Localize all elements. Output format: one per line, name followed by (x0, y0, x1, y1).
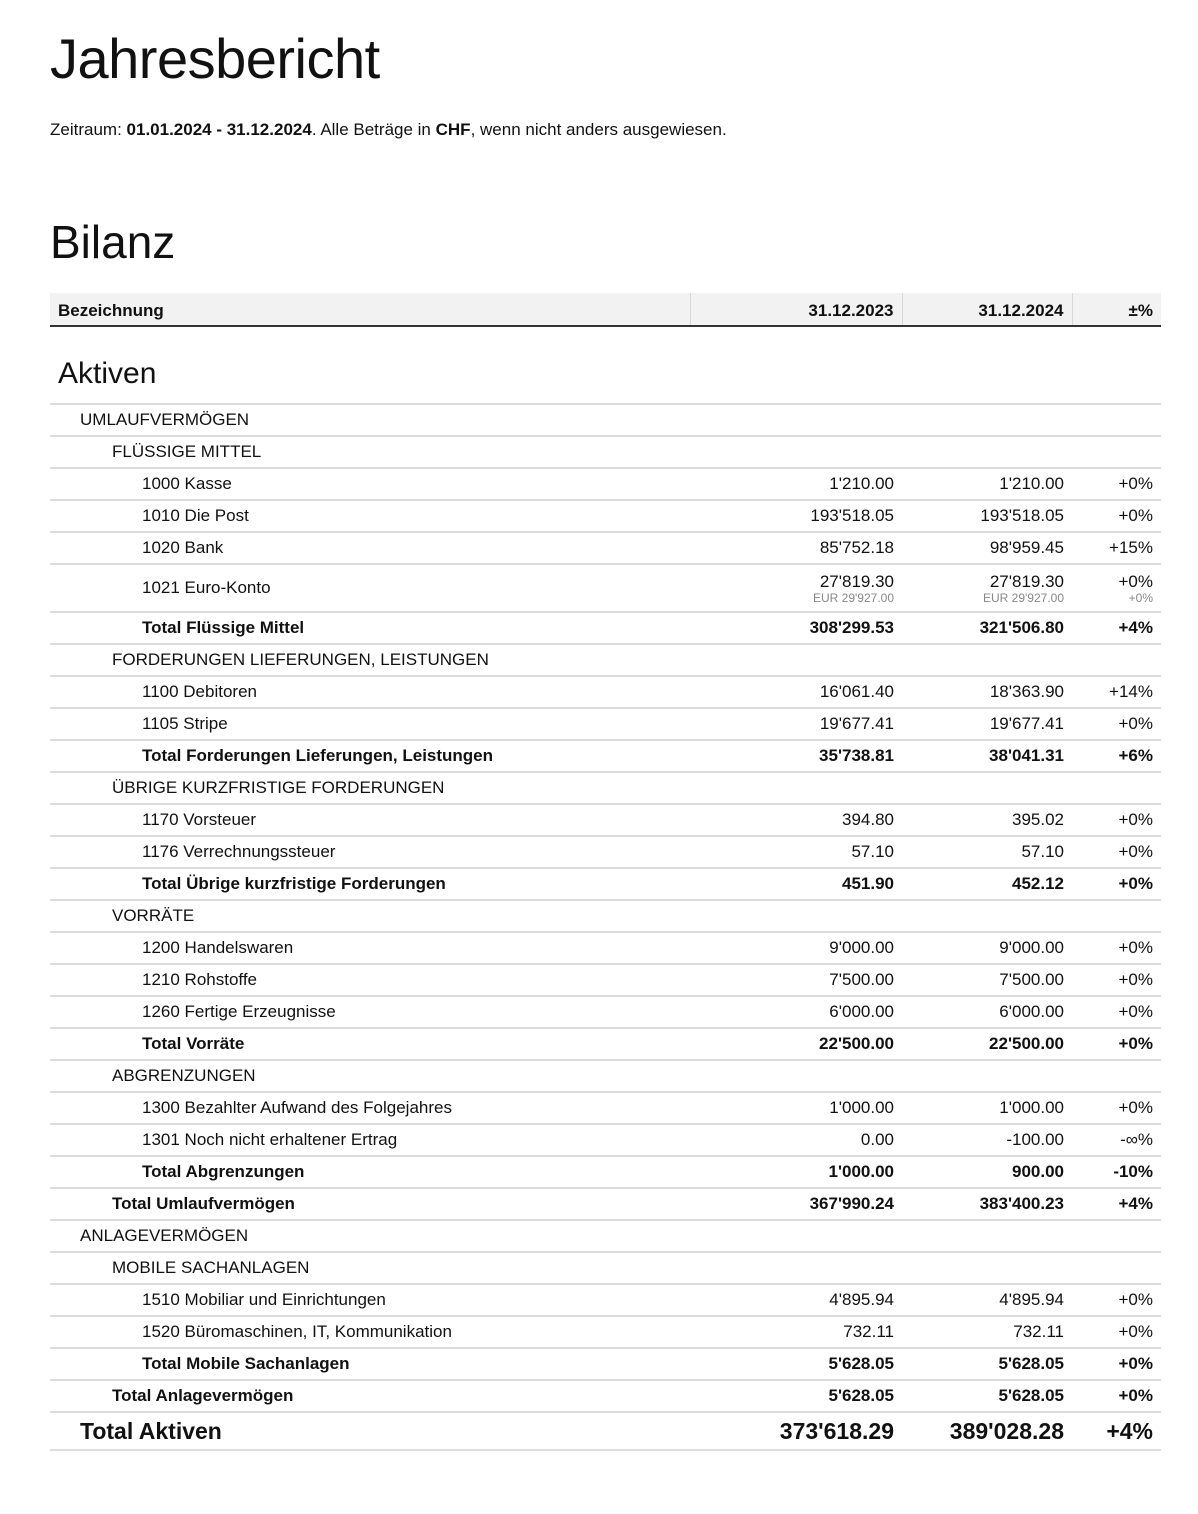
category-row (50, 436, 1161, 468)
change-percent (1072, 404, 1161, 436)
value-2024 (902, 900, 1072, 932)
value-2023: 367'990.24 (690, 1188, 902, 1220)
total-row (50, 740, 1161, 772)
period-value: 01.01.2024 - 31.12.2024 (126, 120, 312, 139)
row-label: 1300 Bezahlter Aufwand des Folgejahres (50, 1092, 690, 1124)
row-label: ABGRENZUNGEN (50, 1060, 690, 1092)
change-percent: +0% (1072, 500, 1161, 532)
row-label: 1200 Handelswaren (50, 932, 690, 964)
value-2024: 383'400.23 (902, 1188, 1072, 1220)
change-percent (1072, 1220, 1161, 1252)
row-label: Total Vorräte (50, 1028, 690, 1060)
value-2024 (902, 564, 1072, 612)
change-percent: +4% (1072, 1188, 1161, 1220)
value-2024 (902, 644, 1072, 676)
total-row (50, 1188, 1161, 1220)
value-2023 (690, 772, 902, 804)
change-percent (1072, 644, 1161, 676)
value-2023: 57.10 (690, 836, 902, 868)
row-label: 1170 Vorsteuer (50, 804, 690, 836)
category-row (50, 644, 1161, 676)
row-label: FLÜSSIGE MITTEL (50, 436, 690, 468)
change-percent: +0% (1072, 1380, 1161, 1412)
value-2023 (690, 900, 902, 932)
account-row (50, 708, 1161, 740)
row-label: ÜBRIGE KURZFRISTIGE FORDERUNGEN (50, 772, 690, 804)
value-2023: 7'500.00 (690, 964, 902, 996)
account-row (50, 996, 1161, 1028)
account-row (50, 676, 1161, 708)
value-2024: 5'628.05 (902, 1348, 1072, 1380)
value-2024: 19'677.41 (902, 708, 1072, 740)
account-row (50, 564, 1161, 612)
value-2023: 1'000.00 (690, 1156, 902, 1188)
change-percent: -10% (1072, 1156, 1161, 1188)
change-percent: +0% (1072, 1092, 1161, 1124)
table-header-row (50, 293, 1161, 326)
value-2024: 6'000.00 (902, 996, 1072, 1028)
row-label: Total Übrige kurzfristige Forderungen (50, 868, 690, 900)
period-info (50, 120, 1161, 142)
value-2023 (690, 564, 902, 612)
row-label: 1020 Bank (50, 532, 690, 564)
period-label: Zeitraum: (50, 120, 122, 139)
change-percent: +0% (1072, 1348, 1161, 1380)
value-2024: 7'500.00 (902, 964, 1072, 996)
currency-value: CHF (435, 120, 471, 139)
row-label: 1176 Verrechnungssteuer (50, 836, 690, 868)
balance-sheet-table (50, 293, 1161, 1451)
change-percent: +0% (1072, 1284, 1161, 1316)
value-2024: 395.02 (902, 804, 1072, 836)
category-row (50, 900, 1161, 932)
value-2023: 5'628.05 (690, 1380, 902, 1412)
change-percent-foreign-currency: +0% (1128, 591, 1153, 605)
value-2024-main: 27'819.30 (989, 572, 1064, 591)
column-header-2023: 31.12.2023 (690, 293, 902, 326)
value-2023 (690, 436, 902, 468)
total-row (50, 1412, 1161, 1450)
value-2024 (902, 1220, 1072, 1252)
value-2024 (902, 436, 1072, 468)
row-label: Total Forderungen Lieferungen, Leistungen (50, 740, 690, 772)
row-label: Total Aktiven (50, 1412, 690, 1450)
value-2024: 193'518.05 (902, 500, 1072, 532)
account-row (50, 468, 1161, 500)
change-percent: +15% (1072, 532, 1161, 564)
value-2024: 1'210.00 (902, 468, 1072, 500)
value-2024: 9'000.00 (902, 932, 1072, 964)
group-title-row (50, 326, 1161, 404)
account-row (50, 932, 1161, 964)
category-row (50, 1220, 1161, 1252)
value-2023 (690, 644, 902, 676)
row-label: 1510 Mobiliar und Einrichtungen (50, 1284, 690, 1316)
value-2023: 394.80 (690, 804, 902, 836)
row-label: 1000 Kasse (50, 468, 690, 500)
total-row (50, 1348, 1161, 1380)
row-label: Total Umlaufvermögen (50, 1188, 690, 1220)
value-2023: 732.11 (690, 1316, 902, 1348)
change-percent: +0% (1072, 932, 1161, 964)
account-row (50, 964, 1161, 996)
total-row (50, 612, 1161, 644)
change-percent (1072, 900, 1161, 932)
account-row (50, 1284, 1161, 1316)
row-label: UMLAUFVERMÖGEN (50, 404, 690, 436)
value-2023: 9'000.00 (690, 932, 902, 964)
value-2023: 193'518.05 (690, 500, 902, 532)
value-2023: 5'628.05 (690, 1348, 902, 1380)
value-2024 (902, 1252, 1072, 1284)
currency-prefix: . Alle Beträge in (311, 120, 431, 139)
value-2023 (690, 1060, 902, 1092)
change-percent: +0% (1072, 964, 1161, 996)
change-percent: +0% (1072, 868, 1161, 900)
row-label: MOBILE SACHANLAGEN (50, 1252, 690, 1284)
value-2023: 22'500.00 (690, 1028, 902, 1060)
row-label: ANLAGEVERMÖGEN (50, 1220, 690, 1252)
value-2024: 98'959.45 (902, 532, 1072, 564)
change-percent-main: +0% (1118, 572, 1153, 591)
row-label: Total Flüssige Mittel (50, 612, 690, 644)
total-row (50, 1156, 1161, 1188)
change-percent (1072, 1060, 1161, 1092)
value-2024 (902, 772, 1072, 804)
change-percent: +14% (1072, 676, 1161, 708)
value-2024: 389'028.28 (902, 1412, 1072, 1450)
value-2023: 6'000.00 (690, 996, 902, 1028)
row-label: 1010 Die Post (50, 500, 690, 532)
row-label: FORDERUNGEN LIEFERUNGEN, LEISTUNGEN (50, 644, 690, 676)
total-row (50, 1028, 1161, 1060)
total-row (50, 868, 1161, 900)
currency-suffix: , wenn nicht anders ausgewiesen. (470, 120, 727, 139)
value-2024: 5'628.05 (902, 1380, 1072, 1412)
value-2023: 308'299.53 (690, 612, 902, 644)
value-2023 (690, 1220, 902, 1252)
category-row (50, 1060, 1161, 1092)
account-row (50, 500, 1161, 532)
value-2024: 22'500.00 (902, 1028, 1072, 1060)
value-2023: 373'618.29 (690, 1412, 902, 1450)
row-label: 1210 Rohstoffe (50, 964, 690, 996)
value-2024: 900.00 (902, 1156, 1072, 1188)
change-percent: -∞% (1072, 1124, 1161, 1156)
account-row (50, 1316, 1161, 1348)
value-2024: 38'041.31 (902, 740, 1072, 772)
value-2023: 35'738.81 (690, 740, 902, 772)
value-2023-foreign-currency: EUR 29'927.00 (812, 591, 894, 605)
value-2023 (690, 404, 902, 436)
change-percent: +0% (1072, 1316, 1161, 1348)
change-percent: +0% (1072, 468, 1161, 500)
row-label: Total Mobile Sachanlagen (50, 1348, 690, 1380)
account-row (50, 804, 1161, 836)
row-label: 1100 Debitoren (50, 676, 690, 708)
value-2023: 0.00 (690, 1124, 902, 1156)
row-label: Total Anlagevermögen (50, 1380, 690, 1412)
value-2024: 4'895.94 (902, 1284, 1072, 1316)
column-header-2024: 31.12.2024 (902, 293, 1072, 326)
row-label: 1105 Stripe (50, 708, 690, 740)
value-2024: 57.10 (902, 836, 1072, 868)
change-percent: +0% (1072, 996, 1161, 1028)
column-header-name: Bezeichnung (50, 293, 690, 326)
value-2024-foreign-currency: EUR 29'927.00 (982, 591, 1064, 605)
account-row (50, 1124, 1161, 1156)
change-percent: +0% (1072, 804, 1161, 836)
change-percent: +4% (1072, 1412, 1161, 1450)
value-2024: 18'363.90 (902, 676, 1072, 708)
row-label: 1301 Noch nicht erhaltener Ertrag (50, 1124, 690, 1156)
row-label: 1260 Fertige Erzeugnisse (50, 996, 690, 1028)
row-label: VORRÄTE (50, 900, 690, 932)
group-title: Aktiven (50, 326, 1161, 404)
section-title: Bilanz (50, 216, 176, 268)
account-row (50, 1092, 1161, 1124)
value-2024: 1'000.00 (902, 1092, 1072, 1124)
value-2023: 4'895.94 (690, 1284, 902, 1316)
change-percent: +6% (1072, 740, 1161, 772)
category-row (50, 404, 1161, 436)
row-label: 1021 Euro-Konto (50, 564, 690, 612)
total-row (50, 1380, 1161, 1412)
change-percent (1072, 1252, 1161, 1284)
value-2023: 1'210.00 (690, 468, 902, 500)
value-2023: 1'000.00 (690, 1092, 902, 1124)
value-2023-main: 27'819.30 (819, 572, 894, 591)
category-row (50, 772, 1161, 804)
change-percent: +0% (1072, 708, 1161, 740)
value-2024 (902, 1060, 1072, 1092)
value-2024: 452.12 (902, 868, 1072, 900)
report-title: Jahresbericht (50, 27, 380, 90)
value-2023: 451.90 (690, 868, 902, 900)
change-percent: +0% (1072, 1028, 1161, 1060)
value-2023: 19'677.41 (690, 708, 902, 740)
change-percent (1072, 436, 1161, 468)
change-percent: +0% (1072, 836, 1161, 868)
value-2024: 321'506.80 (902, 612, 1072, 644)
value-2024: -100.00 (902, 1124, 1072, 1156)
change-percent (1072, 772, 1161, 804)
change-percent: +4% (1072, 612, 1161, 644)
column-header-change: ±% (1072, 293, 1161, 326)
change-percent (1072, 564, 1161, 612)
row-label: 1520 Büromaschinen, IT, Kommunikation (50, 1316, 690, 1348)
row-label: Total Abgrenzungen (50, 1156, 690, 1188)
value-2023 (690, 1252, 902, 1284)
value-2024: 732.11 (902, 1316, 1072, 1348)
account-row (50, 532, 1161, 564)
value-2023: 85'752.18 (690, 532, 902, 564)
value-2023: 16'061.40 (690, 676, 902, 708)
category-row (50, 1252, 1161, 1284)
value-2024 (902, 404, 1072, 436)
account-row (50, 836, 1161, 868)
